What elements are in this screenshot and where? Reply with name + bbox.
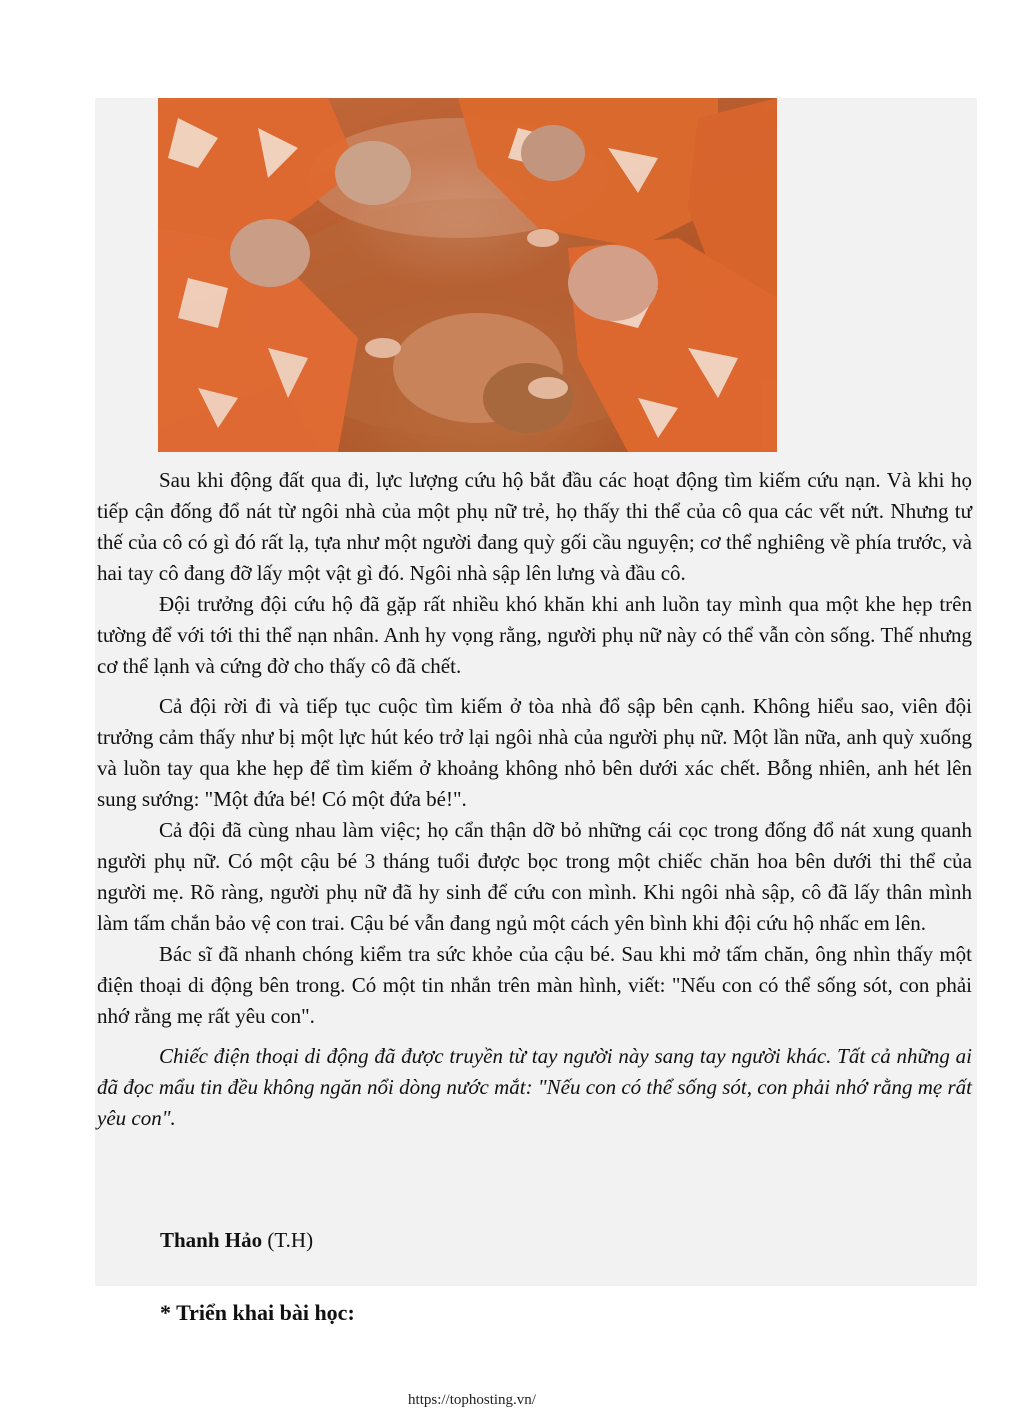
paragraph: Sau khi động đất qua đi, lực lượng cứu hộ bắt đầu các hoạt động tìm kiếm cứu nạn. Và khi họ tiếp cận đống đổ nát từ ngôi nhà của một phụ nữ trẻ, họ thấy thi thể của cô qua các vết nứt. Nhưng tư thế của cô có gì đó rất lạ, tựa như một người đang quỳ gối cầu nguyện; cơ thể nghiêng về phía trước, và hai tay cô đang đỡ lấy một vật gì đó. Ngôi nhà sập lên lưng và đầu cô. xyxy=(97,468,972,585)
author-signature xyxy=(160,1228,313,1253)
paragraph: Cả đội rời đi và tiếp tục cuộc tìm kiếm ở tòa nhà đổ sập bên cạnh. Không hiểu sao, viên đội trưởng cảm thấy như bị một lực hút kéo trở lại ngôi nhà của người phụ nữ. Một lần nữa, anh quỳ xuống và luồn tay qua khe hẹp để tìm kiếm ở khoảng không nhỏ bên dưới xác chết. Bỗng nhiên, anh hét lên sung sướng: "Một đứa bé! Có một đứa bé!". xyxy=(97,694,972,811)
author-name: Thanh Hảo xyxy=(160,1228,263,1252)
article-body xyxy=(97,465,972,1134)
photo-rescue-workers-icon xyxy=(158,98,777,452)
paragraph: Đội trưởng đội cứu hộ đã gặp rất nhiều khó khăn khi anh luồn tay mình qua một khe hẹp trên tường để với tới thi thể nạn nhân. Anh hy vọng rằng, người phụ nữ này có thể vẫn còn sống. Thế nhưng cơ thể lạnh và cứng đờ cho thấy cô đã chết. xyxy=(97,592,972,678)
paragraph-italic-quote: Chiếc điện thoại di động đã được truyền từ tay người này sang tay người khác. Tất cả những ai đã đọc mẩu tin đều không ngăn nổi dòng nước mắt: "Nếu con có thể sống sót, con phải nhớ rằng mẹ rất yêu con". xyxy=(97,1044,973,1130)
paragraph: Cả đội đã cùng nhau làm việc; họ cẩn thận dỡ bỏ những cái cọc trong đống đổ nát xung quanh người phụ nữ. Có một cậu bé 3 tháng tuổi được bọc trong một chiếc chăn hoa bên dưới thi thể của người mẹ. Rõ ràng, người phụ nữ đã hy sinh để cứu con mình. Khi ngôi nhà sập, cô đã lấy thân mình làm tấm chắn bảo vệ con trai. Cậu bé vẫn đang ngủ một cách yên bình khi đội cứu hộ nhấc em lên. xyxy=(97,818,972,935)
author-initials: (T.H) xyxy=(262,1228,314,1252)
footer-url[interactable]: https://tophosting.vn/ xyxy=(408,1392,536,1408)
rescue-photo xyxy=(158,98,777,452)
paragraph: Bác sĩ đã nhanh chóng kiểm tra sức khỏe của cậu bé. Sau khi mở tấm chăn, ông nhìn thấy một điện thoại di động bên trong. Có một tin nhắn trên màn hình, viết: "Nếu con có thể sống sót, con phải nhớ rằng mẹ rất yêu con". xyxy=(97,942,972,1028)
section-heading: * Triển khai bài học: xyxy=(160,1300,355,1325)
